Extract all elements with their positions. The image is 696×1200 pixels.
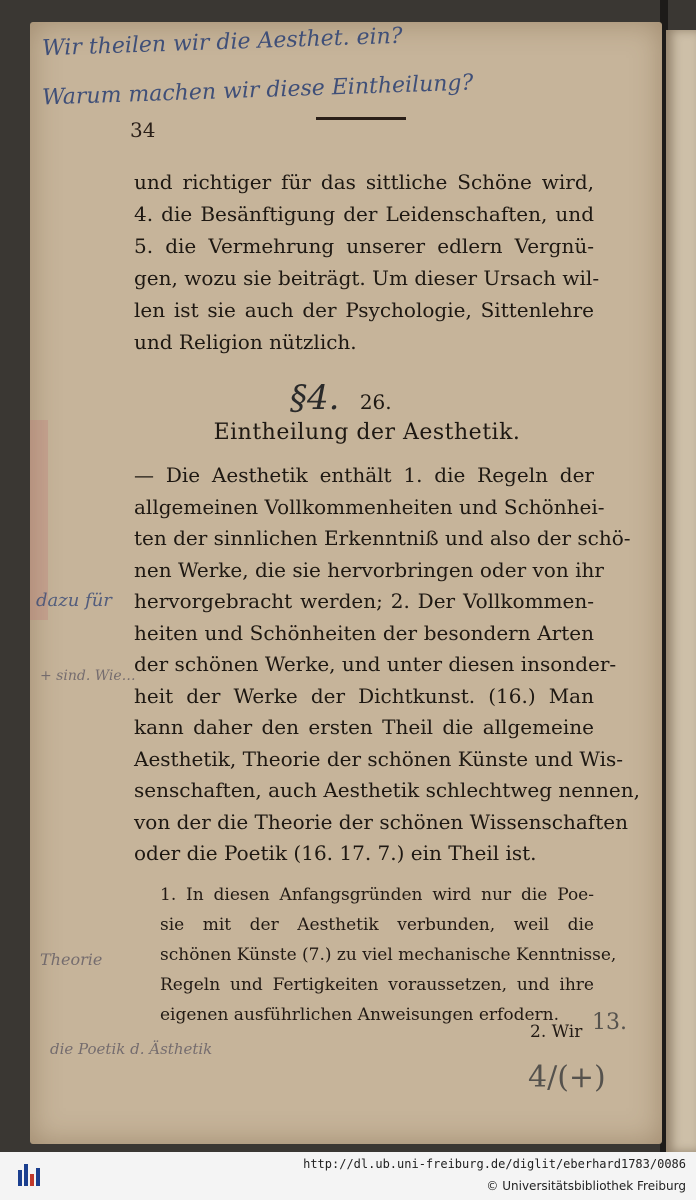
footer-copyright: © Universitätsbibliothek Freiburg [486,1179,686,1193]
footer-url: http://dl.ub.uni-freiburg.de/diglit/eberhard1783/0086 [303,1157,686,1171]
text-line: allgemeinen Vollkommenheiten und Schönhei- [134,494,605,519]
margin-note-1: dazu für [36,590,112,611]
note-line: sie mit der Aesthetik verbunden, weil die [160,915,594,935]
text-line: hervorgebracht werden; 2. Der Vollkommen- [134,589,594,613]
text-line: — Die Aesthetik enthält 1. die Regeln der [134,463,594,487]
note-line: eigenen ausführlichen Anweisungen erfodern. [160,1005,560,1025]
text-line: 4. die Besänftigung der Leidenschaften, und [134,202,594,226]
viewer-footer [0,1152,696,1200]
text-line: und Religion nützlich. [134,330,357,354]
note-line: schönen Künste (7.) zu viel mechanische Kenntnisse, [160,945,617,965]
library-logo-icon [14,1160,46,1192]
handwritten-question-2: Warum machen wir diese Eintheilung? [41,70,474,111]
text-line: oder die Poetik (16. 17. 7.) ein Theil ist. [134,841,537,865]
section-number-line [290,378,392,418]
margin-note-4: die Poetik d. Ästhetik [50,1040,213,1058]
text-line: und richtiger für das sittliche Schöne wird, [134,170,594,194]
body-text-top [134,166,600,358]
handwritten-section-mark: §4. [290,378,340,418]
text-line: heiten und Schönheiten der besondern Arten [134,620,594,645]
pencil-bottom-mark: 4/(+) [528,1060,606,1095]
text-line: senschaften, auch Aesthetik schlechtweg nennen, [134,778,640,802]
text-line: Aesthetik, Theorie der schönen Künste und Wis- [134,746,624,771]
catchword: 2. Wir [530,1022,583,1042]
text-line: kann daher den ersten Theil die allgemeine [134,715,594,739]
text-line: len ist sie auch der Psychologie, Sittenlehre [134,298,594,322]
section-number: 26. [359,390,392,414]
text-line: ten der sinnlichen Erkenntniß und also der schö- [134,526,631,550]
text-line: gen, wozu sie beiträgt. Um dieser Ursach wil- [134,266,600,290]
margin-note-2: + sind. Wie… [40,668,136,684]
facing-page-edge [666,30,696,1152]
pencil-note-mark: 13. [592,1010,627,1035]
text-line: von der die Theorie der schönen Wissenschaften [134,809,628,834]
text-line: 5. die Vermehrung unserer edlern Vergnü- [134,234,594,258]
note-line: Regeln und Fertigkeiten voraussetzen, und ihre [160,975,594,995]
handwritten-question-1: Wir theilen wir die Aesthet. ein? [41,23,403,62]
page-number: 34 [130,118,156,142]
note-line: 1. In diesen Anfangsgründen wird nur die Poe- [160,885,594,905]
margin-note-3: Theorie [40,950,103,969]
header-rule [316,117,406,120]
section-title: Eintheilung der Aesthetik. [213,420,521,445]
text-line: der schönen Werke, und unter diesen insonder- [134,652,617,676]
text-line: nen Werke, die sie hervorbringen oder von ihr [134,557,604,582]
section-paragraph [134,460,640,870]
text-line: heit der Werke der Dichtkunst. (16.) Man [134,683,594,708]
